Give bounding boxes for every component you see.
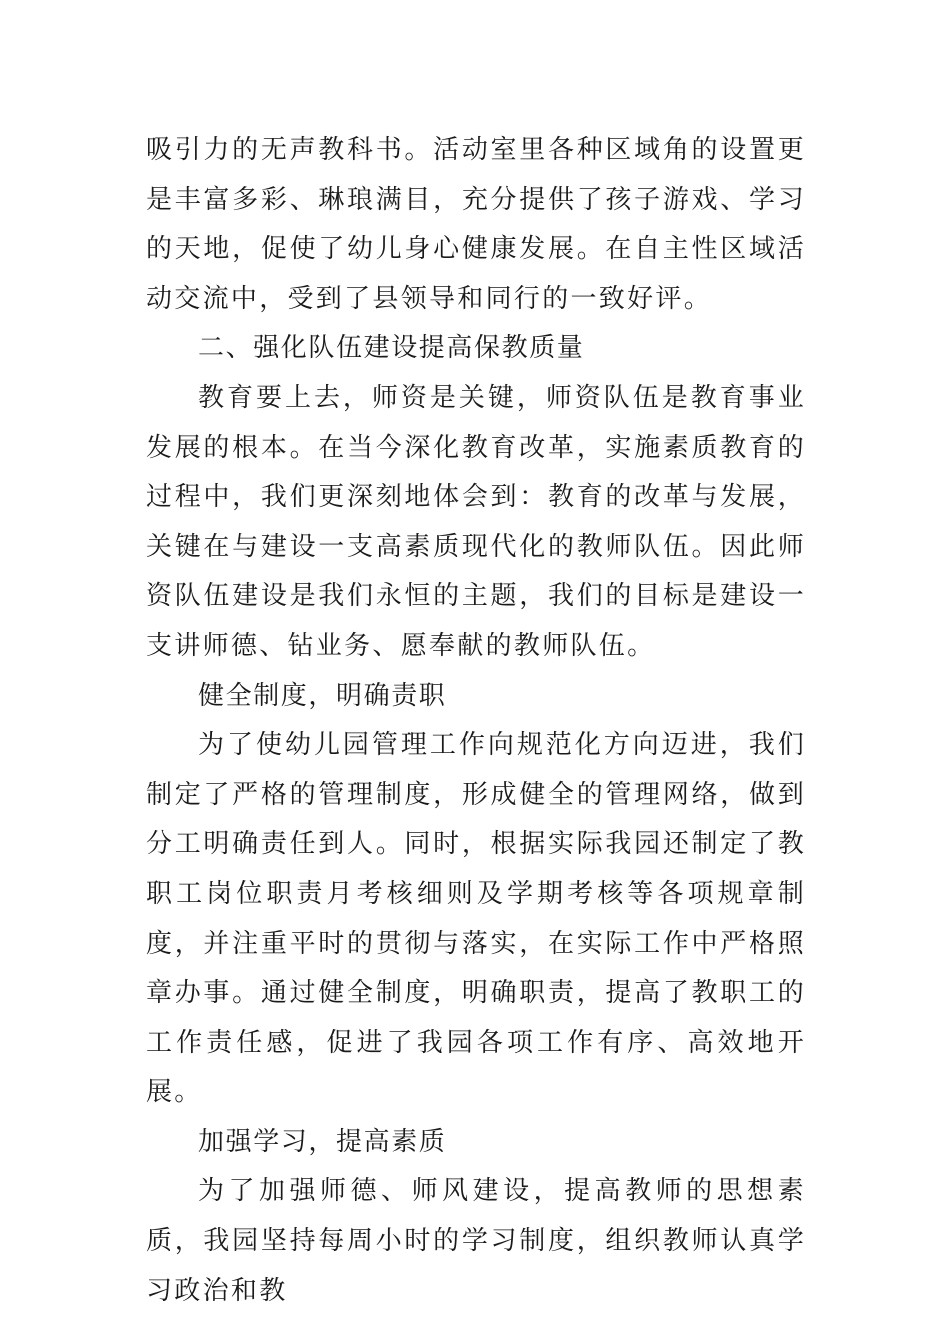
subheading-study: 加强学习，提高素质 (198, 1126, 447, 1157)
paragraph-teacher-team: 教育要上去，师资是关键，师资队伍是教育事业发展的根本。在当今深化教育改革，实施素质教育的过程中，我们更深刻地体会到：教育的改革与发展，关键在与建设一支高素质现代化的教师队伍。因此师资队伍建设是我们永恒的主题，我们的目标是建设一支讲师德、钻业务、愿奉献的教师队伍。 (146, 382, 806, 661)
document-body (146, 126, 806, 1316)
section-heading-team-building: 二、强化队伍建设提高保教质量 (198, 333, 585, 364)
subheading-rules: 健全制度，明确责职 (198, 680, 447, 711)
paragraph-continuation: 吸引力的无声教科书。活动室里各种区域角的设置更是丰富多彩、琳琅满目，充分提供了孩子游戏、学习的天地，促使了幼儿身心健康发展。在自主性区域活动交流中，受到了县领导和同行的一致好评。 (146, 135, 806, 314)
paragraph-study: 为了加强师德、师风建设，提高教师的思想素质，我园坚持每周小时的学习制度，组织教师认真学习政治和教 (146, 1176, 806, 1306)
paragraph-management-rules: 为了使幼儿园管理工作向规范化方向迈进，我们制定了严格的管理制度，形成健全的管理网络，做到分工明确责任到人。同时，根据实际我园还制定了教职工岗位职责月考核细则及学期考核等各项规章制度，并注重平时的贯彻与落实，在实际工作中严格照章办事。通过健全制度，明确职责，提高了教职工的工作责任感，促进了我园各项工作有序、高效地开展。 (146, 730, 806, 1108)
